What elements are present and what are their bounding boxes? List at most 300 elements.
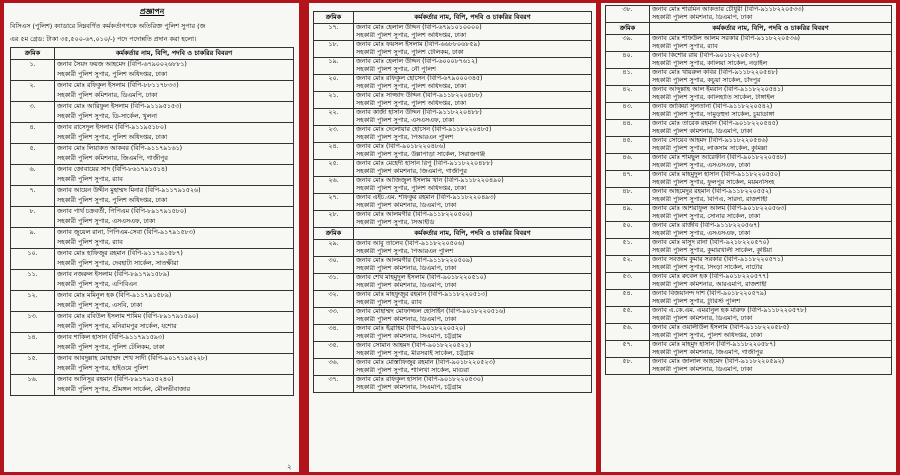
officer-posting: সহকারী পুলিশ সুপার, এসএসএফ, ঢাকা	[652, 230, 751, 237]
officer-posting: সহকারী পুলিশ সুপার, এপিবিএন	[57, 281, 137, 288]
table-row	[11, 60, 294, 81]
serial-number: ১৯.	[314, 58, 354, 75]
promotion-notice-page-2	[309, 3, 596, 472]
officer-posting: সহকারী পুলিশ কমিশনার, ডিএমপি, ঢাকা	[652, 128, 753, 135]
officer-name: জনাব বিজয়ানন্দ দাশ (বিপি-৯০১৮২২০৫৭৯)	[652, 290, 767, 297]
table-row	[314, 194, 592, 211]
serial-number: ৩০.	[314, 257, 354, 274]
serial-number: ১৬.	[11, 375, 55, 396]
officer-details	[354, 274, 592, 291]
officer-details	[650, 35, 892, 52]
officer-name: জনাব মোঃ মমিনুল হক (বিপি-৯১১৭৯১৫৮৯)	[57, 292, 172, 299]
serial-number: ৪৮.	[606, 188, 650, 205]
table-row	[11, 102, 294, 123]
officer-details	[354, 291, 592, 308]
table-row	[606, 6, 892, 23]
officer-details	[55, 291, 294, 312]
table-row	[606, 52, 892, 69]
table-row	[314, 160, 592, 177]
officer-table	[605, 5, 892, 375]
officer-posting: সহকারী পুলিশ কমিশনার, সিএমপি, চট্টগ্রাম	[356, 384, 462, 391]
officer-name: জনাব মোঃ আরিফুল ইসলাম (বিপি-৯১১৯৫১৫৩)	[57, 103, 182, 110]
promotion-notice-page-1	[4, 3, 299, 472]
officer-posting: সহকারী পুলিশ সুপার, পুলিশ অধিদপ্তর, ঢাকা	[652, 332, 763, 339]
continuation-header	[606, 23, 892, 35]
officer-rows	[606, 35, 892, 375]
table-row	[606, 35, 892, 52]
officer-details	[650, 273, 892, 290]
table-row	[11, 270, 294, 291]
officer-posting: সহকারী পুলিশ সুপার, এসবি, ঢাকা	[57, 302, 143, 309]
table-row	[11, 291, 294, 312]
officer-name: জনাব কিশোর রায় (বিপি-৯০১৮২২০৫৩৭)	[652, 52, 759, 59]
table-row	[314, 126, 592, 143]
serial-number: ৩৪.	[314, 325, 354, 342]
table-row	[11, 354, 294, 375]
officer-posting: সহকারী পুলিশ সুপার, নৌ পুলিশ	[356, 66, 436, 73]
officer-details	[55, 186, 294, 207]
officer-name: জনাব মোঃ ইব্রাহিম (বিপি-৯০১৮২২০৫২০)	[356, 325, 466, 332]
officer-name: জনাব মোঃ আলমগীর (বিপি-৯১১৮২২০৫০০)	[356, 211, 473, 218]
officer-name: জনাব সোমান আহমদ (বিপি-৯০১৮২২০৫২১)	[356, 342, 472, 349]
officer-posting: সহকারী পুলিশ কমিশনার, জিএমপি, গাজীপুর	[356, 168, 467, 175]
officer-details	[55, 81, 294, 102]
officer-details	[650, 137, 892, 154]
officer-posting: সহকারী পুলিশ কমিশনার, ডিএমপি, ঢাকা	[652, 366, 753, 373]
serial-number: ৩.	[11, 102, 55, 123]
notice-intro-line-1: বিসিএস (পুলিশ) ক্যাডারে নিম্নবর্ণিত কর্মকর্তাগণকে অতিরিক্ত পুলিশ সুপার (জ	[10, 22, 206, 30]
officer-details	[650, 256, 892, 273]
officer-name: জনাব জাকিয়া সুলতানা (বিপি-৯১১৮২২০৫৪২)	[652, 103, 773, 110]
officer-details	[55, 60, 294, 81]
officer-name: জনাব মোঃ খায়রুল কবির (বিপি-৯১১৮২২০৫৪৮)	[652, 69, 778, 76]
officer-details	[55, 354, 294, 375]
officer-name: জনাব এ.কে.এম. এমরানুল হক মারুফ (বিপি-৯১১৮২২০৫৭৮)	[652, 307, 807, 314]
table-row	[606, 273, 892, 290]
table-header-row	[314, 12, 592, 24]
serial-number: ১১.	[11, 270, 55, 291]
officer-name: জনাব আব্দুল্লাহ আল ইমরান (বিপি-৯১১৮২২০৫৪১)	[652, 86, 784, 93]
officer-rows	[314, 240, 592, 393]
officer-posting: সহকারী পুলিশ সুপার, পুলিশ অধিদপ্তর, ঢাকা	[57, 134, 168, 141]
serial-column-header: ক্রমিক	[606, 23, 650, 35]
table-row	[606, 307, 892, 324]
officer-details	[650, 154, 892, 171]
officer-details	[354, 211, 592, 228]
officer-details	[650, 103, 892, 120]
serial-number: ২৮.	[314, 211, 354, 228]
serial-column-header: ক্রমিক	[314, 228, 354, 240]
table-row	[11, 333, 294, 354]
officer-details	[354, 75, 592, 92]
officer-name: জনাব মোঃ মাহমুদুল হাসান (বিপি-৯১১৮২২০৫৫০)	[652, 171, 781, 178]
table-row	[11, 81, 294, 102]
serial-number: ৩২.	[314, 291, 354, 308]
table-row	[606, 324, 892, 341]
table-row	[606, 103, 892, 120]
officer-name: জনাব মোঃ রুবেল হক (বিপি-৯০১৮২২০৫৭৭)	[652, 273, 769, 280]
officer-posting: সহকারী পুলিশ সুপার, পুলিশ টেলিকম, ঢাকা	[57, 344, 165, 351]
officer-details	[354, 342, 592, 359]
table-row	[606, 154, 892, 171]
officer-posting: সহকারী পুলিশ সুপার, হাইওয়ে পুলিশ	[57, 365, 148, 372]
table-row	[314, 24, 592, 41]
officer-details	[354, 376, 592, 393]
table-row	[11, 123, 294, 144]
officer-name: জনাব আবদুল্লাহ মোহাম্মদ শেখ সাদী (বিপি-৯০১৭১৯৫২২৮)	[57, 355, 208, 362]
serial-number: ৫৮.	[606, 358, 650, 375]
officer-details	[650, 6, 892, 23]
officer-rows	[606, 6, 892, 23]
serial-number: ৩১.	[314, 274, 354, 291]
officer-posting: সহকারী পুলিশ সুপার, পুলিশ অধিদপ্তর, ঢাকা	[57, 197, 168, 204]
officer-posting: সহকারী পুলিশ সুপার, দেবহাটা সার্কেল, সাতক্ষীরা	[57, 260, 179, 267]
officer-posting: সহকারী পুলিশ কমিশনার, ডিএমপি, ঢাকা	[356, 265, 457, 272]
officer-posting: সহকারী পুলিশ সুপার, এসএসএফ, ঢাকা	[57, 218, 156, 225]
officer-name: জনাব এইচ.এম. শফিকুর রহমান (বিপি-৯১১৮২২০৪৯৩)	[356, 194, 496, 201]
officer-name: জনাব রাসেদুল ইসলাম (বিপি-৯১১৯৫১৮০)	[57, 124, 167, 131]
table-row	[606, 290, 892, 307]
officer-name: জনাব মোঃ (বিপি-৯০১৮২২০৪৮৬)	[356, 143, 446, 150]
officer-posting: সহকারী পুলিশ কমিশনার, ডিএমপি, ঢাকা	[57, 92, 158, 99]
officer-posting: সহকারী পুলিশ সুপার, পুলিশ অধিদপ্তর, ঢাকা	[356, 83, 467, 90]
officer-posting: সহকারী পুলিশ কমিশনার, জিএমপি, গাজীপুর	[57, 155, 168, 162]
officer-details	[650, 171, 892, 188]
serial-number: ৩৮.	[606, 6, 650, 23]
officer-details	[354, 58, 592, 75]
table-row	[11, 165, 294, 186]
notice-intro-line-2: এর ৫ম গ্রেড: টাকা ৩৫,৫০০-৬৭,০১০/-) পদে পদোন্নতি প্রদান করা হলো।	[10, 35, 197, 43]
officer-details	[650, 324, 892, 341]
serial-number: ১৮.	[314, 41, 354, 58]
officer-details	[55, 228, 294, 249]
table-row	[11, 144, 294, 165]
officer-name: জনাব মোঃ লিয়াকত আকবর (বিপি-৯১১৭৯১৬১)	[57, 145, 183, 152]
serial-number: ২৪.	[314, 143, 354, 160]
serial-number: ৫৭.	[606, 341, 650, 358]
table-row	[314, 211, 592, 228]
officer-posting: সহকারী পুলিশ সুপার, সোনার সার্কেল, ঢাকা	[652, 213, 761, 220]
officer-name: জনাব মোঃ মাহমুদ হাসান (বিপি-৯১১৮২২০৫৮৭)	[652, 341, 776, 348]
table-row	[314, 240, 592, 257]
serial-number: ৯.	[11, 228, 55, 249]
officer-name: জনাব মোঃ শফিউল আলম সরকার (বিপি-৯১১৮২২০৫৩৬)	[652, 35, 801, 42]
officer-name: জনাব মোঃ রাজীব (বিপি-৯১১৮২২০৫৬৭)	[652, 222, 760, 229]
officer-details	[650, 205, 892, 222]
continuation-header	[314, 228, 592, 240]
serial-number: ৪১.	[606, 69, 650, 86]
table-row	[314, 291, 592, 308]
officer-name: জনাব মোঃ মেহেদী হাসান রিপু (বিপি-৯১১৮২২০৪৮৮)	[356, 160, 493, 167]
officer-details	[354, 92, 592, 109]
officer-details	[354, 126, 592, 143]
officer-posting: সহকারী পুলিশ সুপার, এসএসএফ, ঢাকা	[652, 162, 751, 169]
officer-name: জনাব নজরুল ইসলাম (বিপি-৮৯১৭৯১৫৮৯)	[57, 271, 170, 278]
serial-number: ২৯.	[314, 240, 354, 257]
table-header-row	[11, 48, 294, 60]
serial-number: ৪৬.	[606, 154, 650, 171]
table-row	[314, 325, 592, 342]
officer-posting: সহকারী পুলিশ সুপার, কালিয়া সার্কেল, নড়াইল	[652, 60, 768, 67]
table-row	[314, 274, 592, 291]
officer-posting: সহকারী পুলিশ কমিশনার, সিএমপি, চট্টগ্রাম	[356, 333, 462, 340]
table-row	[606, 137, 892, 154]
promotion-notice-page-3	[601, 3, 896, 472]
serial-number: ২৩.	[314, 126, 354, 143]
officer-name: জনাব মোঃ আলমগীর (বিপি-৯১১৮২২০৫০৯)	[356, 257, 473, 264]
serial-number: ৩৬.	[314, 359, 354, 376]
officer-details	[650, 222, 892, 239]
officer-name: জনাব শেখ মাহমুদুল ইসলাম (বিপি-৯০১৮২২০৫১০)	[356, 274, 487, 281]
table-row	[314, 257, 592, 274]
officer-details	[55, 375, 294, 396]
officer-details	[354, 160, 592, 177]
table-row	[11, 186, 294, 207]
officer-name: জনাব মোঃ দেলোয়ার হোসেন (বিপি-৯১১৮২২০৪৮৫)	[356, 126, 492, 133]
serial-number: ১.	[11, 60, 55, 81]
officer-name: জনাব আহমেদুর রহমান (বিপি-৯১১৮২২০৫৫২)	[652, 188, 772, 195]
serial-number: ৪.	[11, 123, 55, 144]
serial-number: ৪০.	[606, 52, 650, 69]
table-row	[606, 341, 892, 358]
officer-details	[354, 308, 592, 325]
officer-posting: সহকারী পুলিশ কমিশনার, ডিএমপি, ঢাকা	[356, 316, 457, 323]
officer-posting: সহকারী পুলিশ সুপার, কচুয়া সার্কেল, চাঁদপুর	[652, 77, 761, 84]
officer-posting: সহকারী পুলিশ কমিশনার, ডিএমপি, ঢাকা	[652, 14, 753, 21]
officer-name: জনাব মোঃ মাসুদ রানা (বিপি-৯২১৮২২০৫৭০)	[652, 239, 770, 246]
serial-number: ১০.	[11, 249, 55, 270]
table-row	[606, 256, 892, 273]
officer-name: জনাব মোঃ রফিকুল হাসান (বিপি-৯০১৮২২০৫৩০)	[356, 376, 484, 383]
serial-number: ২১.	[314, 92, 354, 109]
serial-number: ২২.	[314, 109, 354, 126]
serial-number: ৫১.	[606, 239, 650, 256]
officer-details	[354, 257, 592, 274]
officer-name: জনাব মোঃ শামছুল আরেফীন (বিপি-৯০১৮২২০৫৪৮)	[652, 154, 787, 161]
officer-name: জনাব পার্থ চক্রবর্তী, পিপিএম (বিপি-৮৯১৭৯১৫৮০)	[57, 208, 187, 215]
officer-name: জনাব মোঃ হেলাল উদ্দিন (বিপি-৬৭৯১০১০০০০)	[356, 24, 482, 31]
table-row	[11, 312, 294, 333]
table-header-row	[606, 23, 892, 35]
serial-number: ৩৭.	[314, 376, 354, 393]
table-row	[606, 188, 892, 205]
officer-posting: সহকারী পুলিশ সুপার, র‌্যাব	[57, 176, 123, 183]
table-row	[606, 222, 892, 239]
officer-rows	[314, 24, 592, 228]
officer-name: জনাব মোঃ মাহফুজুর রহমান (বিপি-৯১১৮২২০৫১৩)	[356, 291, 488, 298]
officer-name: জনাব মোঃ রবিউল ইসলাম শামিম (বিপি-৮৯১৭৯১৫৯০)	[57, 313, 199, 320]
table-row	[606, 358, 892, 375]
info-column-header: কর্মকর্তার নাম, বিপি, পদবি ও চাকরির বিবরণ	[354, 228, 592, 240]
officer-name: জনাব মোঃ হেলাল উদ্দিন (বিপি-৬০০০৮৭৬১২)	[356, 58, 478, 65]
serial-number: ৩৫.	[314, 342, 354, 359]
serial-number: ১৭.	[314, 24, 354, 41]
officer-details	[55, 249, 294, 270]
info-column-header: কর্মকর্তার নাম, বিপি, পদবি ও চাকরির বিবরণ	[650, 23, 892, 35]
officer-posting: সহকারী পুলিশ কমিশনার, আরএমপি, রাজশাহী	[652, 281, 767, 288]
officer-name: জনাব জোবায়ের সাদ (বিপি-৮৬১৭৯১৫১৪)	[57, 166, 168, 173]
officer-details	[650, 86, 892, 103]
table-header-row	[314, 228, 592, 240]
officer-posting: সহকারী পুলিশ সুপার, পুলিশ অধিদপ্তর, ঢাকা	[356, 185, 467, 192]
officer-details	[650, 341, 892, 358]
serial-number: ৩৩.	[314, 308, 354, 325]
officer-name: জনাব সৈয়দ ফয়জ আহমেদ (বিপি-৬৭৯০০২৬৮৮১)	[57, 61, 187, 68]
serial-number: ৭.	[11, 186, 55, 207]
officer-posting: সহকারী পুলিশ সুপার, পুলিশ টেলিকম, ঢাকা	[356, 49, 464, 56]
officer-name: জনাব মোঃ রফিকুল হোসেন (বিপি-৬৭৯০০০৩৪৫)	[356, 75, 483, 82]
officer-details	[354, 24, 592, 41]
info-column-header: কর্মকর্তার নাম, বিপি, পদবি ও চাকরির বিবরণ	[55, 48, 294, 60]
serial-number: ৩৯.	[606, 35, 650, 52]
table-row	[606, 239, 892, 256]
page-mark: ২	[287, 463, 292, 471]
table-row	[314, 308, 592, 325]
officer-name: জনাব মোঃ আজিজুল ইসলাম খান (বিপি-৯১১৮২২০৪৯০)	[356, 177, 504, 184]
serial-number: ২৫.	[314, 160, 354, 177]
officer-details	[354, 41, 592, 58]
officer-posting: সহকারী পুলিশ সুপার, বিপিএ, সারদা, রাজশাহী	[652, 196, 768, 203]
officer-name: জনাব মোঃ রফিকুল ইসলাম (বিপি-৮৮১১৭৮৩৩)	[57, 82, 179, 89]
serial-number: ৫৫.	[606, 307, 650, 324]
table-row	[314, 41, 592, 58]
officer-details	[650, 358, 892, 375]
officer-posting: সহকারী পুলিশ সুপার, কুমারখালী সার্কেল, কুষ্টিয়া	[652, 247, 772, 254]
officer-name: জনাব মোঃ শারমিন আকতার চৌধুরী (বিপি-৯১১৮২২০৫৩৩)	[652, 6, 804, 13]
officer-name: জনাব সবজাম কুমার সরকার (বিপি-৯১১৮২২০৫৭১)	[652, 256, 784, 263]
serial-number: ৪৭.	[606, 171, 650, 188]
officer-name: জনাব মোঃ তারেক রহমান (বিপি-৯০১৮২২০৫৪৫)	[652, 120, 779, 127]
info-column-header: কর্মকর্তার নাম, বিপি, পদবি ও চাকরির বিবরণ	[354, 12, 592, 24]
officer-details	[354, 325, 592, 342]
serial-number: ৮.	[11, 207, 55, 228]
officer-details	[354, 177, 592, 194]
officer-posting: সহকারী পুলিশ কমিশনার, ডিএমপি, ঢাকা	[356, 282, 457, 289]
serial-number: ৫০.	[606, 222, 650, 239]
officer-posting: সহকারী পুলিশ সুপার, ডি-সার্কেল, খুলনা	[57, 113, 157, 120]
table-row	[11, 207, 294, 228]
officer-posting: সহকারী পুলিশ কমিশনার, ডিএমপি, ঢাকা	[356, 202, 457, 209]
serial-number: ৫.	[11, 144, 55, 165]
serial-number: ৪৫.	[606, 137, 650, 154]
table-row	[314, 109, 592, 126]
officer-rows	[11, 60, 294, 396]
serial-column-header: ক্রমিক	[314, 12, 354, 24]
table-row	[606, 120, 892, 137]
officer-details	[55, 102, 294, 123]
table-row	[314, 58, 592, 75]
officer-details	[354, 359, 592, 376]
officer-name: জনাব মোঃ মোস্তাফিজুর রহমান (বিপি-৯০১৮২২০৫২৩)	[356, 359, 496, 366]
officer-posting: সহকারী পুলিশ সুপার, দামুড়হুদা সার্কেল, চুয়াডাঙ্গা	[652, 111, 775, 118]
officer-posting: সহকারী পুলিশ সুপার, সিআইডি	[356, 219, 435, 226]
table-row	[314, 143, 592, 160]
officer-details	[354, 194, 592, 211]
table-row	[606, 86, 892, 103]
table-row	[11, 228, 294, 249]
officer-details	[354, 143, 592, 160]
serial-number: ৪৯.	[606, 205, 650, 222]
officer-name: জনাব মোঃ সাজ্জাদ উদ্দিন (বিপি-৯১১৮২২০৪৮৮)	[356, 92, 483, 99]
officer-details	[650, 69, 892, 86]
serial-number: ৬.	[11, 165, 55, 186]
officer-posting: সহকারী পুলিশ সুপার, শালিখা সার্কেল, মাগুরা	[356, 367, 470, 374]
table-row	[314, 177, 592, 194]
officer-table	[313, 11, 592, 393]
officer-posting: সহকারী পুলিশ সুপার, পুলিশ অধিদপ্তর, ঢাকা	[356, 32, 467, 39]
officer-details	[55, 333, 294, 354]
officer-details	[650, 120, 892, 137]
serial-number: ৫৬.	[606, 324, 650, 341]
serial-number: ৪৪.	[606, 120, 650, 137]
officer-posting: সহকারী পুলিশ সুপার, পুলিশ অধিদপ্তর, ঢাকা	[57, 71, 168, 78]
officer-posting: সহকারী পুলিশ সুপার, পিআরএন পুলিশ	[356, 248, 454, 255]
notice-heading: প্রজ্ঞাপন	[139, 7, 165, 16]
officer-posting: সহকারী পুলিশ সুপার, মীরসরাই সার্কেল, চট্টগ্রাম	[356, 350, 474, 357]
serial-number: ৪২.	[606, 86, 650, 103]
serial-number: ৫৪.	[606, 290, 650, 307]
officer-name: জনাব জুয়েল রানা, পিপিএম-সেবা (বিপি-৯১৭৯১৫৮৩)	[57, 229, 196, 236]
officer-details	[650, 52, 892, 69]
serial-number: ১৪.	[11, 333, 55, 354]
officer-posting: সহকারী পুলিশ কমিশনার, জিএমপি, গাজীপুর	[652, 349, 763, 356]
officer-table	[10, 47, 294, 396]
officer-details	[650, 239, 892, 256]
table-row	[314, 75, 592, 92]
table-row	[606, 205, 892, 222]
officer-name: জনাব আবু তালেব (বিপি-৯১১৮২২০৫০৬)	[356, 240, 465, 247]
officer-posting: সহকারী পুলিশ সুপার, মনিরামপুর সার্কেল, যশোর	[57, 323, 177, 330]
serial-number: ৪৩.	[606, 103, 650, 120]
table-row	[11, 375, 294, 396]
serial-number: ২৬.	[314, 177, 354, 194]
officer-details	[354, 240, 592, 257]
officer-name: জনাব আনিসুর রহমান (বিপি-৮৯১৭৯১৫২৪০)	[57, 376, 174, 383]
serial-number: ২৭.	[314, 194, 354, 211]
officer-details	[55, 312, 294, 333]
serial-number: ৫৩.	[606, 273, 650, 290]
officer-name: জনাব মোঃ ফয়সল ইসলাম (বিপি-৬৬৮৮০৬৮৫৯)	[356, 41, 480, 48]
officer-name: জনাব আয়েন উদ্দীন মুহাম্মদ মিনার (বিপি-৯১১৭৯১৫২৬)	[57, 187, 201, 194]
officer-details	[650, 290, 892, 307]
serial-number: ২০.	[314, 75, 354, 92]
officer-posting: সহকারী পুলিশ সুপার, পিআরএন পুলিশ	[356, 134, 454, 141]
table-row	[314, 376, 592, 393]
table-row	[606, 171, 892, 188]
officer-posting: সহকারী পুলিশ সুপার, পুলিশ অধিদপ্তর, ঢাকা	[356, 100, 467, 107]
officer-posting: সহকারী পুলিশ সুপার, র‌্যাব	[356, 299, 422, 306]
serial-number: ১২.	[11, 291, 55, 312]
officer-details	[55, 270, 294, 291]
officer-details	[354, 109, 592, 126]
officer-posting: সহকারী পুলিশ সুপার, উল্লাপাড়া সার্কেল, সিরাজগঞ্জ	[356, 151, 485, 158]
officer-details	[55, 144, 294, 165]
serial-number: ২.	[11, 81, 55, 102]
officer-details	[55, 165, 294, 186]
officer-posting: সহকারী পুলিশ সুপার, ট্যুরিস্ট পুলিশ	[652, 298, 740, 305]
officer-name: জনাব মোঃ আশরাফুল আলম (বিপি-৯০১৮২২০৫৬৩)	[652, 205, 787, 212]
officer-name: জনাব মোঃ ওয়ালীউল ইসলাম (বিপি-৯১১৮২২০৫৮৫)	[652, 324, 790, 331]
officer-name: জনাব মোঃ জালাল আহমেদ (বিপি-৯১১৮২২০৫৯২)	[652, 358, 785, 365]
officer-details	[55, 207, 294, 228]
officer-name: জনাব শাকিল হাসান (বিপি-৯১১৭৯১৫৯৩)	[57, 334, 165, 341]
officer-name: জনাব সোয়েব আহমদ (বিপি-৯১১৮২২০৫৪৬)	[652, 137, 768, 144]
serial-column-header: ক্রমিক	[11, 48, 55, 60]
officer-posting: সহকারী পুলিশ সুপার, কালিহাতি সার্কেল, টাঙ্গাইল	[652, 94, 775, 101]
officer-posting: সহকারী পুলিশ সুপার, সিংড়া সার্কেল, নাটোর	[652, 264, 763, 271]
officer-posting: সহকারী পুলিশ সুপার, র‌্যাব	[57, 239, 123, 246]
officer-name: জনাব মোহাম্মদ মোফাজ্জল হোসাইন (বিপি-৯০১৮২২০৫১৬)	[356, 308, 506, 315]
